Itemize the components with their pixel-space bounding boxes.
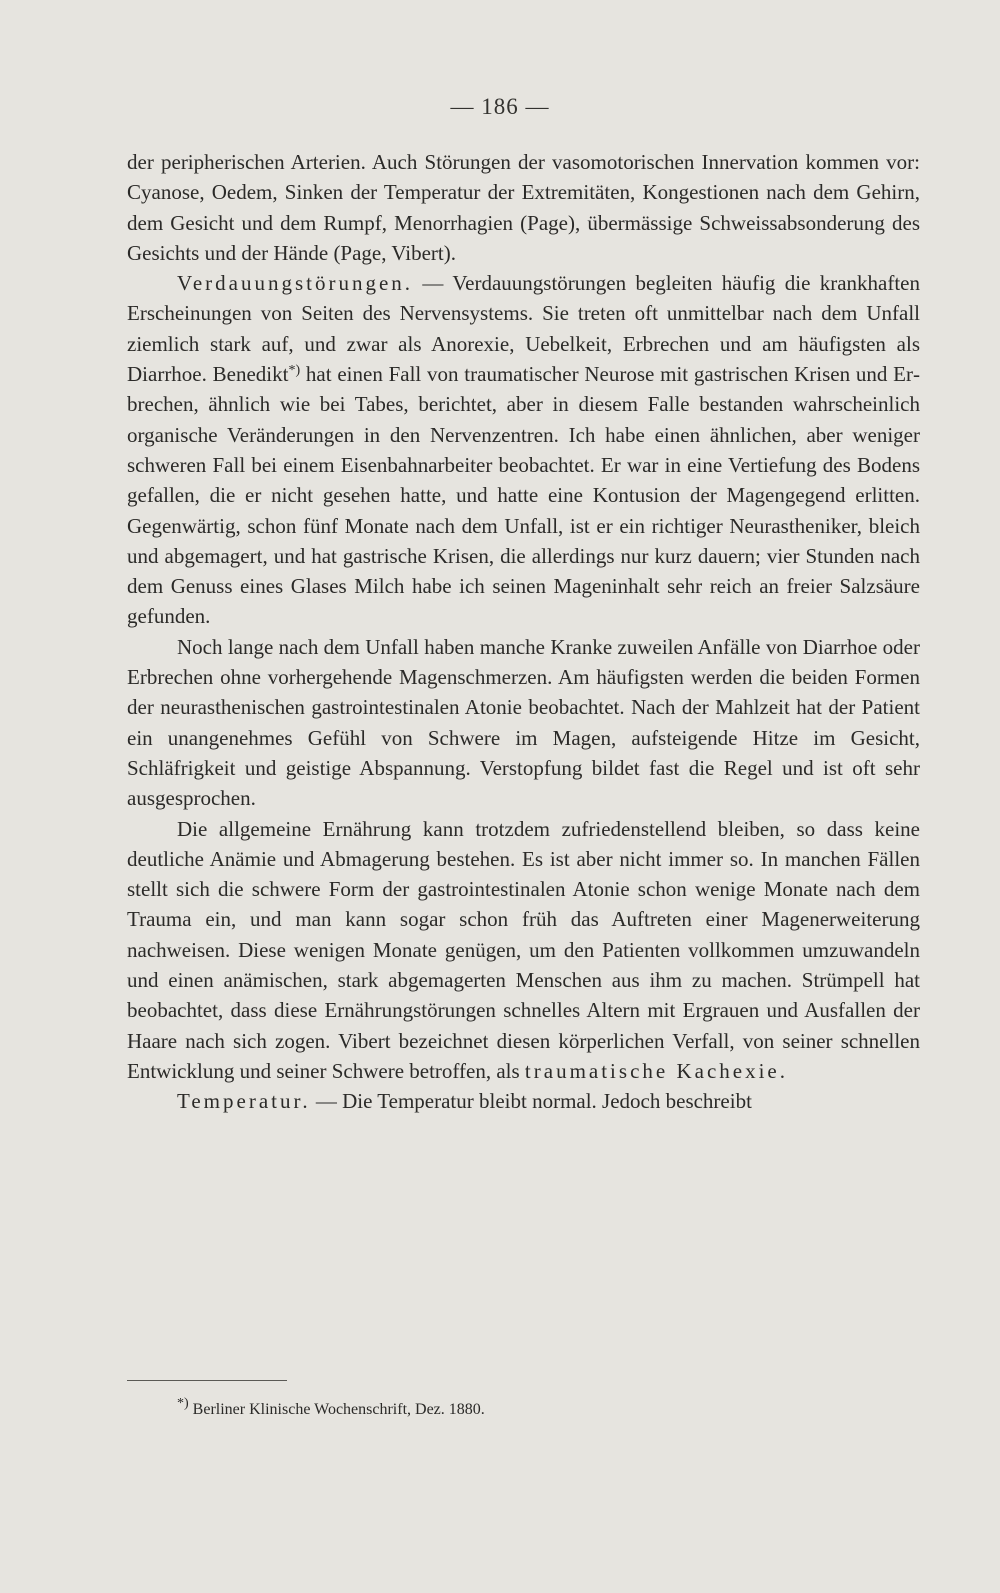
footnote-mark: *)	[177, 1396, 189, 1411]
paragraph	[127, 268, 920, 632]
section-heading: Temperatur.	[177, 1089, 311, 1114]
paragraph-text: .	[779, 1058, 785, 1083]
footnote-text: Berliner Klinische Wochenschrift, Dez. 1880.	[188, 1401, 485, 1418]
paragraph-text: hat einen Fall von traumatischer Neurose mit gastrischen Krisen und Erbrechen, ähnlich wie bei Tabes, berichtet, aber in diesem Falle bestanden wahrscheinlich organische Veränderungen in den Nervenzentren. Ich habe einen ähnlichen, aber weniger schweren Fall bei einem Eisenbahnarbeiter beobachtet. Er war in eine Vertiefung des Bodens gefallen, die er nicht gesehen hatte, und hatte eine Kontusion der Magengegend erlitten. Gegenwärtig, schon fünf Monate nach dem Unfall, ist er ein richtiger Neurastheniker, bleich und abgemagert, und hat gastrische Krisen, die allerdings nur kurz dauern; vier Stunden nach dem Genuss eines Glases Milch habe ich seinen Mageninhalt sehr reich an freier Salzsäure gefunden.	[127, 362, 920, 629]
paragraph	[127, 1086, 920, 1116]
page-number: — 186 —	[450, 94, 550, 119]
body-text	[127, 147, 920, 1117]
footnote-reference: *)	[288, 363, 301, 379]
paragraph-text: Noch lange nach dem Unfall haben manche Kranke zuweilen Anfälle von Diarrhoe oder Erbrechen ohne vorhergehende Magenschmerzen. Am häufigsten werden die beiden Formen der neurasthenischen gastrointestinalen Atonie beobachtet. Nach der Mahlzeit hat der Patient ein unangenehmes Gefühl von Schwere im Magen, aufsteigende Hitze im Gesicht, Schläfrigkeit und geistige Abspannung. Verstopfung bildet fast die Regel und ist oft sehr ausgesprochen.	[127, 634, 920, 811]
paragraph	[127, 147, 920, 268]
section-heading: Verdauungstörungen.	[177, 271, 414, 296]
emphasized-term: traumatische Kachexie	[524, 1058, 780, 1083]
paragraph-text: — Verdauungstörungen begleiten häufig die krankhaften Erscheinungen von Seiten des Nervensystems. Sie treten oft unmittelbar nach dem Unfall ziemlich stark auf, und zwar als Anorexie, Uebelkeit, Erbrechen und am häufigsten als Diarrhoe. Benedikt	[127, 271, 920, 387]
footnote-divider	[127, 1380, 287, 1381]
paragraph-text: — Die Temperatur bleibt normal. Jedoch beschreibt	[310, 1089, 752, 1114]
footnote	[177, 1396, 485, 1420]
paragraph-text: Die allgemeine Ernährung kann trotzdem zufriedenstellend bleiben, so dass keine deutliche Anämie und Abmagerung bestehen. Es ist aber nicht immer so. In manchen Fällen stellt sich die schwere Form der gastrointestinalen Atonie schon wenige Monate nach dem Trauma ein, und man kann sogar schon früh das Auftreten einer Magenerweiterung nachweisen. Diese wenigen Monate genügen, um den Patienten vollkommen umzuwandeln und einen anämischen, stark abgemagerten Menschen aus ihm zu machen. Strümpell hat beobachtet, dass diese Ernährungstörungen schnelles Altern mit Ergrauen und Ausfallen der Haare nach sich zogen. Vibert bezeichnet diesen körperlichen Verfall, von seiner schnellen Entwicklung und seiner Schwere betroffen, als	[127, 816, 920, 1083]
paragraph	[127, 632, 920, 814]
paragraph-text: der peripherischen Arterien. Auch Störungen der vasomotorischen Innervation kommen vor: Cyanose, Oedem, Sinken der Temperatur der Extremitäten, Kongestionen nach dem Gehirn, dem Gesicht und dem Rumpf, Menorrhagien (Page), übermässige Schweissabsonderung des Gesichts und der Hände (Page, Vibert).	[127, 150, 920, 265]
paragraph	[127, 814, 920, 1087]
